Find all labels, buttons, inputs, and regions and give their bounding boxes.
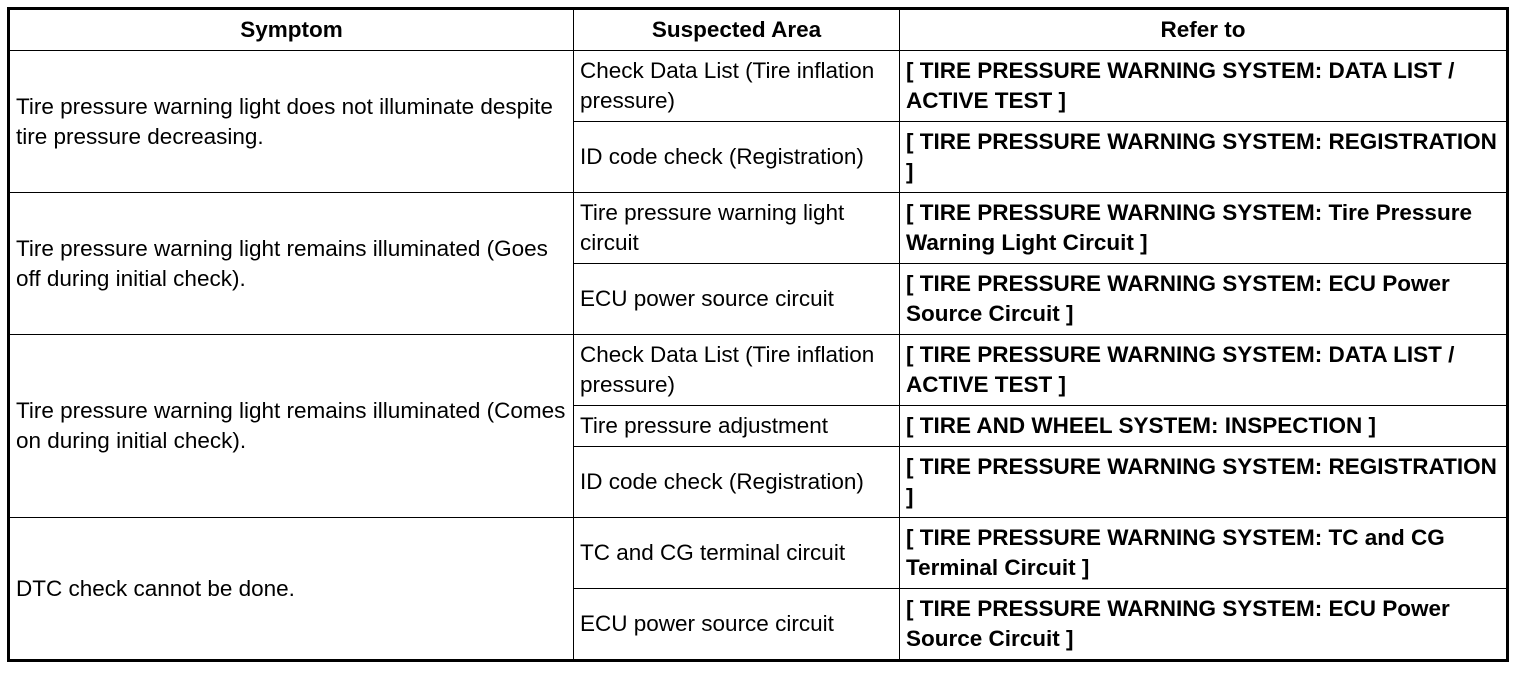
header-suspected-area: Suspected Area	[574, 9, 900, 51]
table-row	[9, 518, 1508, 589]
suspected-area-cell: ECU power source circuit	[574, 264, 900, 335]
symptom-table	[7, 7, 1509, 662]
suspected-area-cell: Tire pressure warning light circuit	[574, 193, 900, 264]
refer-to-link[interactable]: [ TIRE PRESSURE WARNING SYSTEM: DATA LIST / ACTIVE TEST ]	[900, 335, 1508, 406]
suspected-area-cell: ID code check (Registration)	[574, 122, 900, 193]
suspected-area-cell: Check Data List (Tire inflation pressure)	[574, 51, 900, 122]
symptom-cell: Tire pressure warning light remains illuminated (Goes off during initial check).	[9, 193, 574, 335]
refer-to-link[interactable]: [ TIRE PRESSURE WARNING SYSTEM: DATA LIST / ACTIVE TEST ]	[900, 51, 1508, 122]
refer-to-link[interactable]: [ TIRE PRESSURE WARNING SYSTEM: TC and CG Terminal Circuit ]	[900, 518, 1508, 589]
refer-to-link[interactable]: [ TIRE PRESSURE WARNING SYSTEM: ECU Power Source Circuit ]	[900, 589, 1508, 661]
table-row	[9, 335, 1508, 406]
table-row	[9, 51, 1508, 122]
header-refer-to: Refer to	[900, 9, 1508, 51]
refer-to-link[interactable]: [ TIRE AND WHEEL SYSTEM: INSPECTION ]	[900, 406, 1508, 447]
header-row	[9, 9, 1508, 51]
suspected-area-cell: Check Data List (Tire inflation pressure)	[574, 335, 900, 406]
suspected-area-cell: ECU power source circuit	[574, 589, 900, 661]
suspected-area-cell: TC and CG terminal circuit	[574, 518, 900, 589]
suspected-area-cell: ID code check (Registration)	[574, 447, 900, 518]
header-symptom: Symptom	[9, 9, 574, 51]
table-row	[9, 193, 1508, 264]
symptom-cell: Tire pressure warning light remains illuminated (Comes on during initial check).	[9, 335, 574, 518]
refer-to-link[interactable]: [ TIRE PRESSURE WARNING SYSTEM: ECU Power Source Circuit ]	[900, 264, 1508, 335]
suspected-area-cell: Tire pressure adjustment	[574, 406, 900, 447]
refer-to-link[interactable]: [ TIRE PRESSURE WARNING SYSTEM: REGISTRATION ]	[900, 122, 1508, 193]
refer-to-link[interactable]: [ TIRE PRESSURE WARNING SYSTEM: REGISTRATION ]	[900, 447, 1508, 518]
symptom-cell: Tire pressure warning light does not illuminate despite tire pressure decreasing.	[9, 51, 574, 193]
symptom-cell: DTC check cannot be done.	[9, 518, 574, 661]
refer-to-link[interactable]: [ TIRE PRESSURE WARNING SYSTEM: Tire Pressure Warning Light Circuit ]	[900, 193, 1508, 264]
